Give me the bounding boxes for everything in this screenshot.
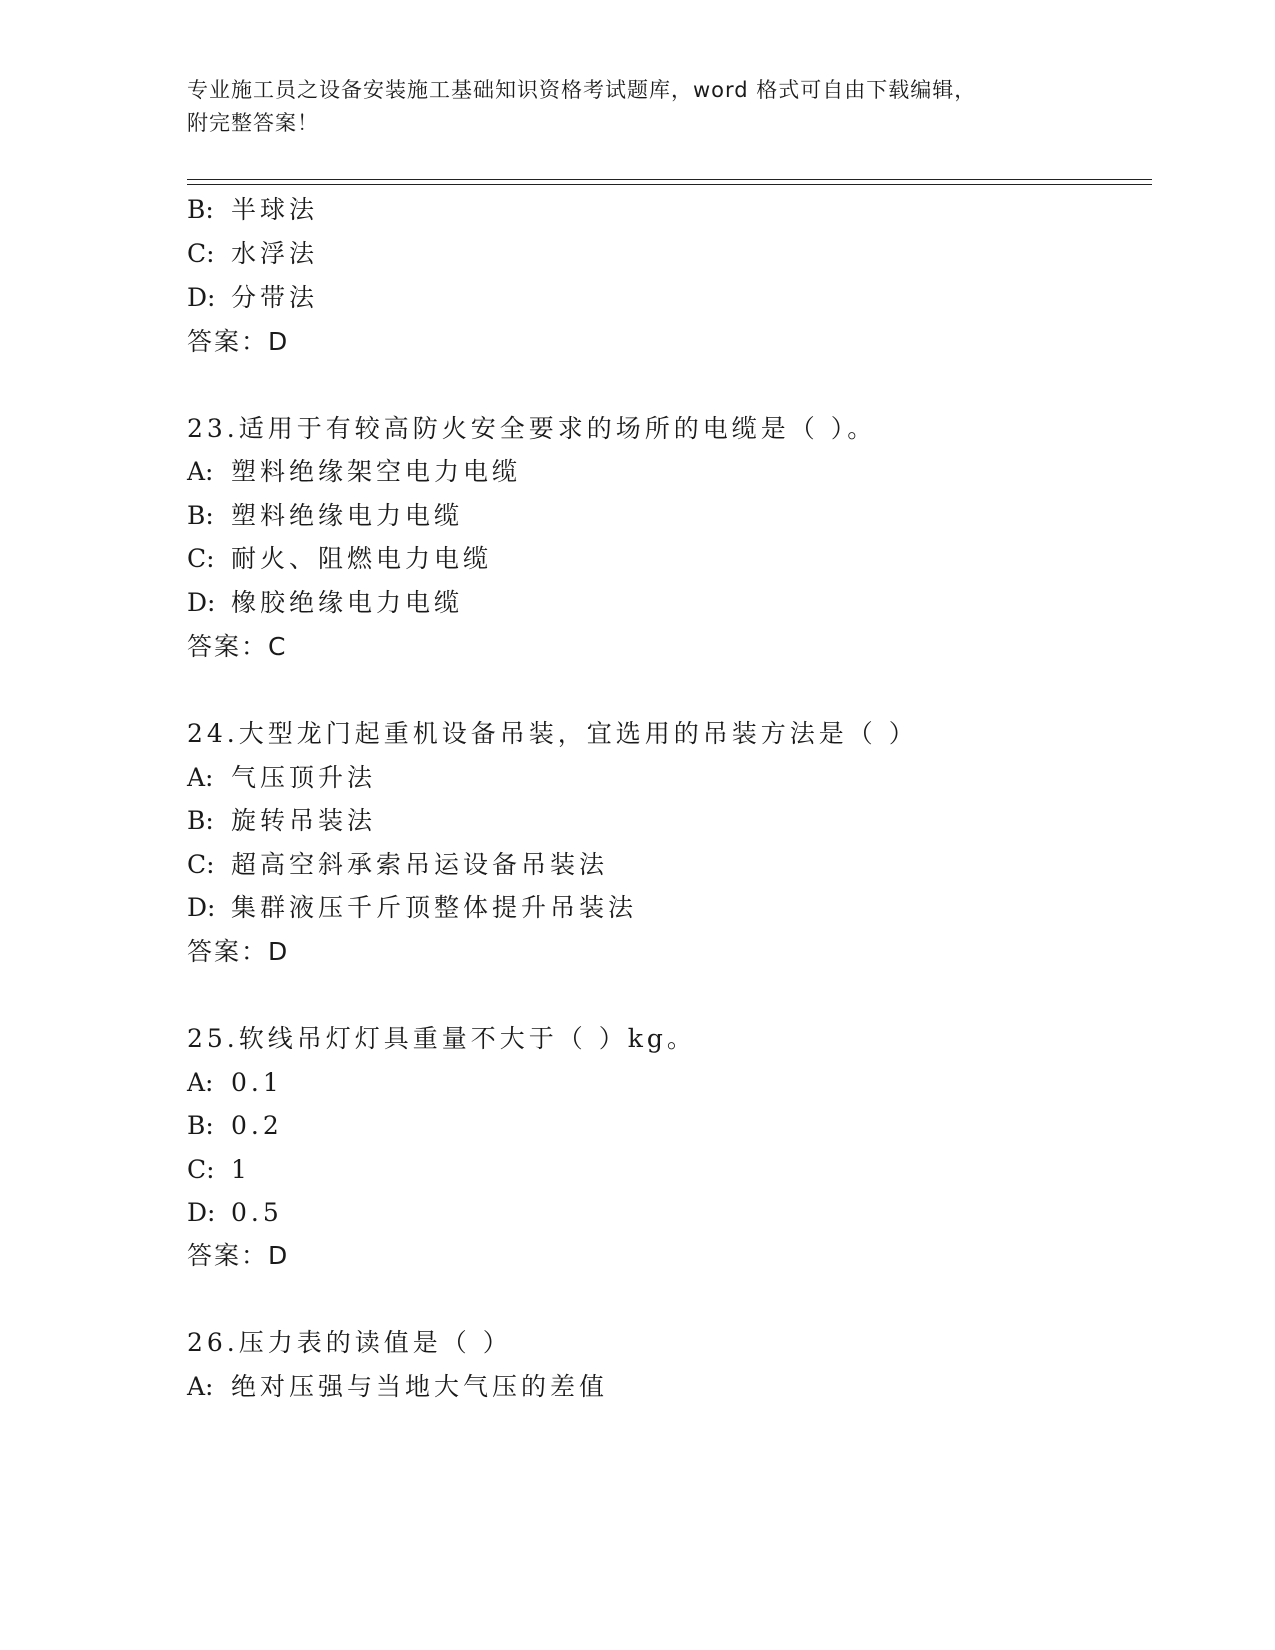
option-b [187,194,318,226]
option-letter: B: [187,1111,214,1140]
answer: 答案：D [187,1241,290,1270]
option-text: 0.2 [231,1111,283,1140]
option-text: 0.5 [231,1198,283,1227]
question-stem: 24.大型龙门起重机设备吊装，宜选用的吊装方法是（ ） [187,719,918,748]
option-b [187,1110,283,1142]
option-a [187,456,521,488]
option-letter: A: [187,457,214,486]
header-divider [187,179,1152,185]
option-letter: C: [187,1155,215,1184]
option-letter: C: [187,239,215,268]
option-letter: D: [187,1198,216,1227]
option-text: 水浮法 [231,239,319,268]
option-text: 旋转吊装法 [231,806,377,835]
option-letter: D: [187,283,216,312]
document-header [187,74,1087,140]
option-text: 1 [231,1155,251,1184]
option-b [187,805,376,837]
option-letter: A: [187,1068,214,1097]
option-c [187,238,318,270]
option-c [187,543,492,575]
header-line-1: 专业施工员之设备安装施工基础知识资格考试题库，word 格式可自由下载编辑， [187,78,977,102]
option-text: 绝对压强与当地大气压的差值 [231,1372,609,1401]
header-line-2: 附完整答案！ [187,111,319,135]
option-letter: D: [187,893,216,922]
option-d [187,892,637,924]
option-text: 耐火、阻燃电力电缆 [231,544,493,573]
option-letter: D: [187,588,216,617]
answer: 答案：D [187,937,290,966]
option-d [187,1197,283,1229]
option-d [187,282,318,314]
option-a [187,762,376,794]
option-b [187,500,463,532]
question-stem: 23.适用于有较高防火安全要求的场所的电缆是（ ）。 [187,414,877,443]
option-c [187,849,608,881]
option-text: 塑料绝缘电力电缆 [231,501,464,530]
option-text: 橡胶绝缘电力电缆 [231,588,464,617]
option-text: 超高空斜承索吊运设备吊装法 [231,850,609,879]
answer: 答案：D [187,327,290,356]
option-text: 集群液压千斤顶整体提升吊装法 [231,893,638,922]
option-letter: B: [187,806,214,835]
option-a [187,1371,608,1403]
option-letter: B: [187,195,214,224]
option-letter: A: [187,1372,214,1401]
option-text: 半球法 [231,195,319,224]
question-stem: 25.软线吊灯灯具重量不大于（ ）kg。 [187,1024,696,1053]
option-text: 塑料绝缘架空电力电缆 [231,457,522,486]
option-letter: A: [187,763,214,792]
option-c [187,1154,251,1186]
question-stem: 26.压力表的读值是（ ） [187,1328,512,1357]
option-a [187,1067,283,1099]
option-text: 分带法 [231,283,319,312]
option-letter: C: [187,850,215,879]
option-text: 0.1 [231,1068,283,1097]
option-text: 气压顶升法 [231,763,377,792]
option-letter: C: [187,544,215,573]
answer: 答案：C [187,632,288,661]
option-d [187,587,463,619]
option-letter: B: [187,501,214,530]
